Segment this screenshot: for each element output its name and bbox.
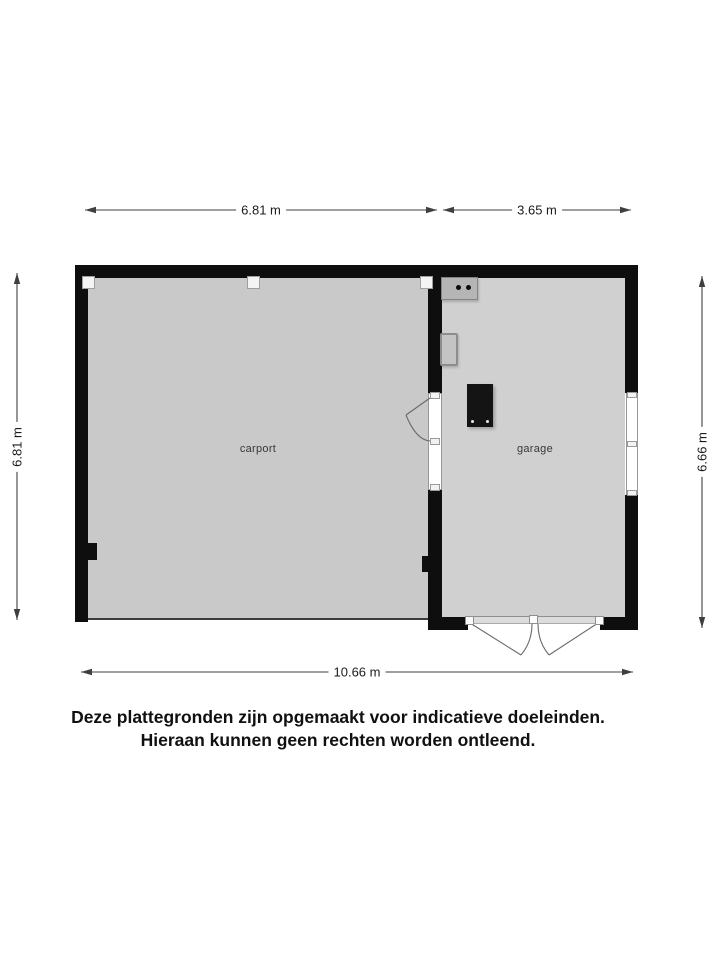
window-tick bbox=[627, 441, 637, 447]
dimension-label-carport-width: 6.81 m bbox=[236, 203, 286, 218]
boiler-unit-icon bbox=[441, 277, 478, 300]
wall-garage-bottom-left bbox=[428, 617, 468, 630]
door-hinge-left bbox=[465, 616, 474, 625]
window-tick bbox=[627, 392, 637, 398]
pillar-left-wall bbox=[87, 543, 97, 560]
disclaimer-text bbox=[0, 706, 698, 752]
dimension-label-total-width: 10.66 m bbox=[329, 665, 386, 680]
roof-post-icon bbox=[420, 276, 433, 289]
door-center-post bbox=[529, 615, 538, 624]
door-hinge-right bbox=[595, 616, 604, 625]
dimension-label-garage-depth: 6.66 m bbox=[695, 427, 710, 477]
room-label-garage: garage bbox=[516, 443, 554, 455]
indicator-dot-icon bbox=[471, 420, 474, 423]
garage-double-door-swing-icon bbox=[470, 623, 598, 655]
room-label-carport: carport bbox=[239, 443, 277, 455]
wall-divider-lower bbox=[428, 490, 442, 617]
pillar-divider-wall bbox=[422, 556, 432, 572]
window-tick bbox=[430, 484, 440, 491]
wall-right-lower bbox=[625, 495, 638, 630]
meter-cabinet-icon bbox=[440, 333, 458, 366]
window-tick bbox=[430, 438, 440, 445]
roof-post-icon bbox=[247, 276, 260, 289]
wall-left bbox=[75, 278, 88, 622]
wall-top bbox=[75, 265, 638, 278]
window-tick bbox=[627, 490, 637, 496]
disclaimer-line-2: Hieraan kunnen geen rechten worden ontleend. bbox=[140, 730, 536, 751]
carport-open-edge bbox=[85, 618, 428, 620]
wall-garage-bottom-right bbox=[600, 617, 638, 630]
dimension-label-carport-depth: 6.81 m bbox=[10, 422, 25, 472]
roof-post-icon bbox=[82, 276, 95, 289]
burner-dot-icon bbox=[466, 285, 471, 290]
wall-right-upper bbox=[625, 278, 638, 393]
window-tick bbox=[430, 392, 440, 399]
cv-appliance-icon bbox=[467, 384, 493, 427]
indicator-dot-icon bbox=[486, 420, 489, 423]
burner-dot-icon bbox=[456, 285, 461, 290]
dimension-label-garage-width: 3.65 m bbox=[512, 203, 562, 218]
disclaimer-line-1: Deze plattegronden zijn opgemaakt voor indicatieve doeleinden. bbox=[71, 707, 605, 727]
